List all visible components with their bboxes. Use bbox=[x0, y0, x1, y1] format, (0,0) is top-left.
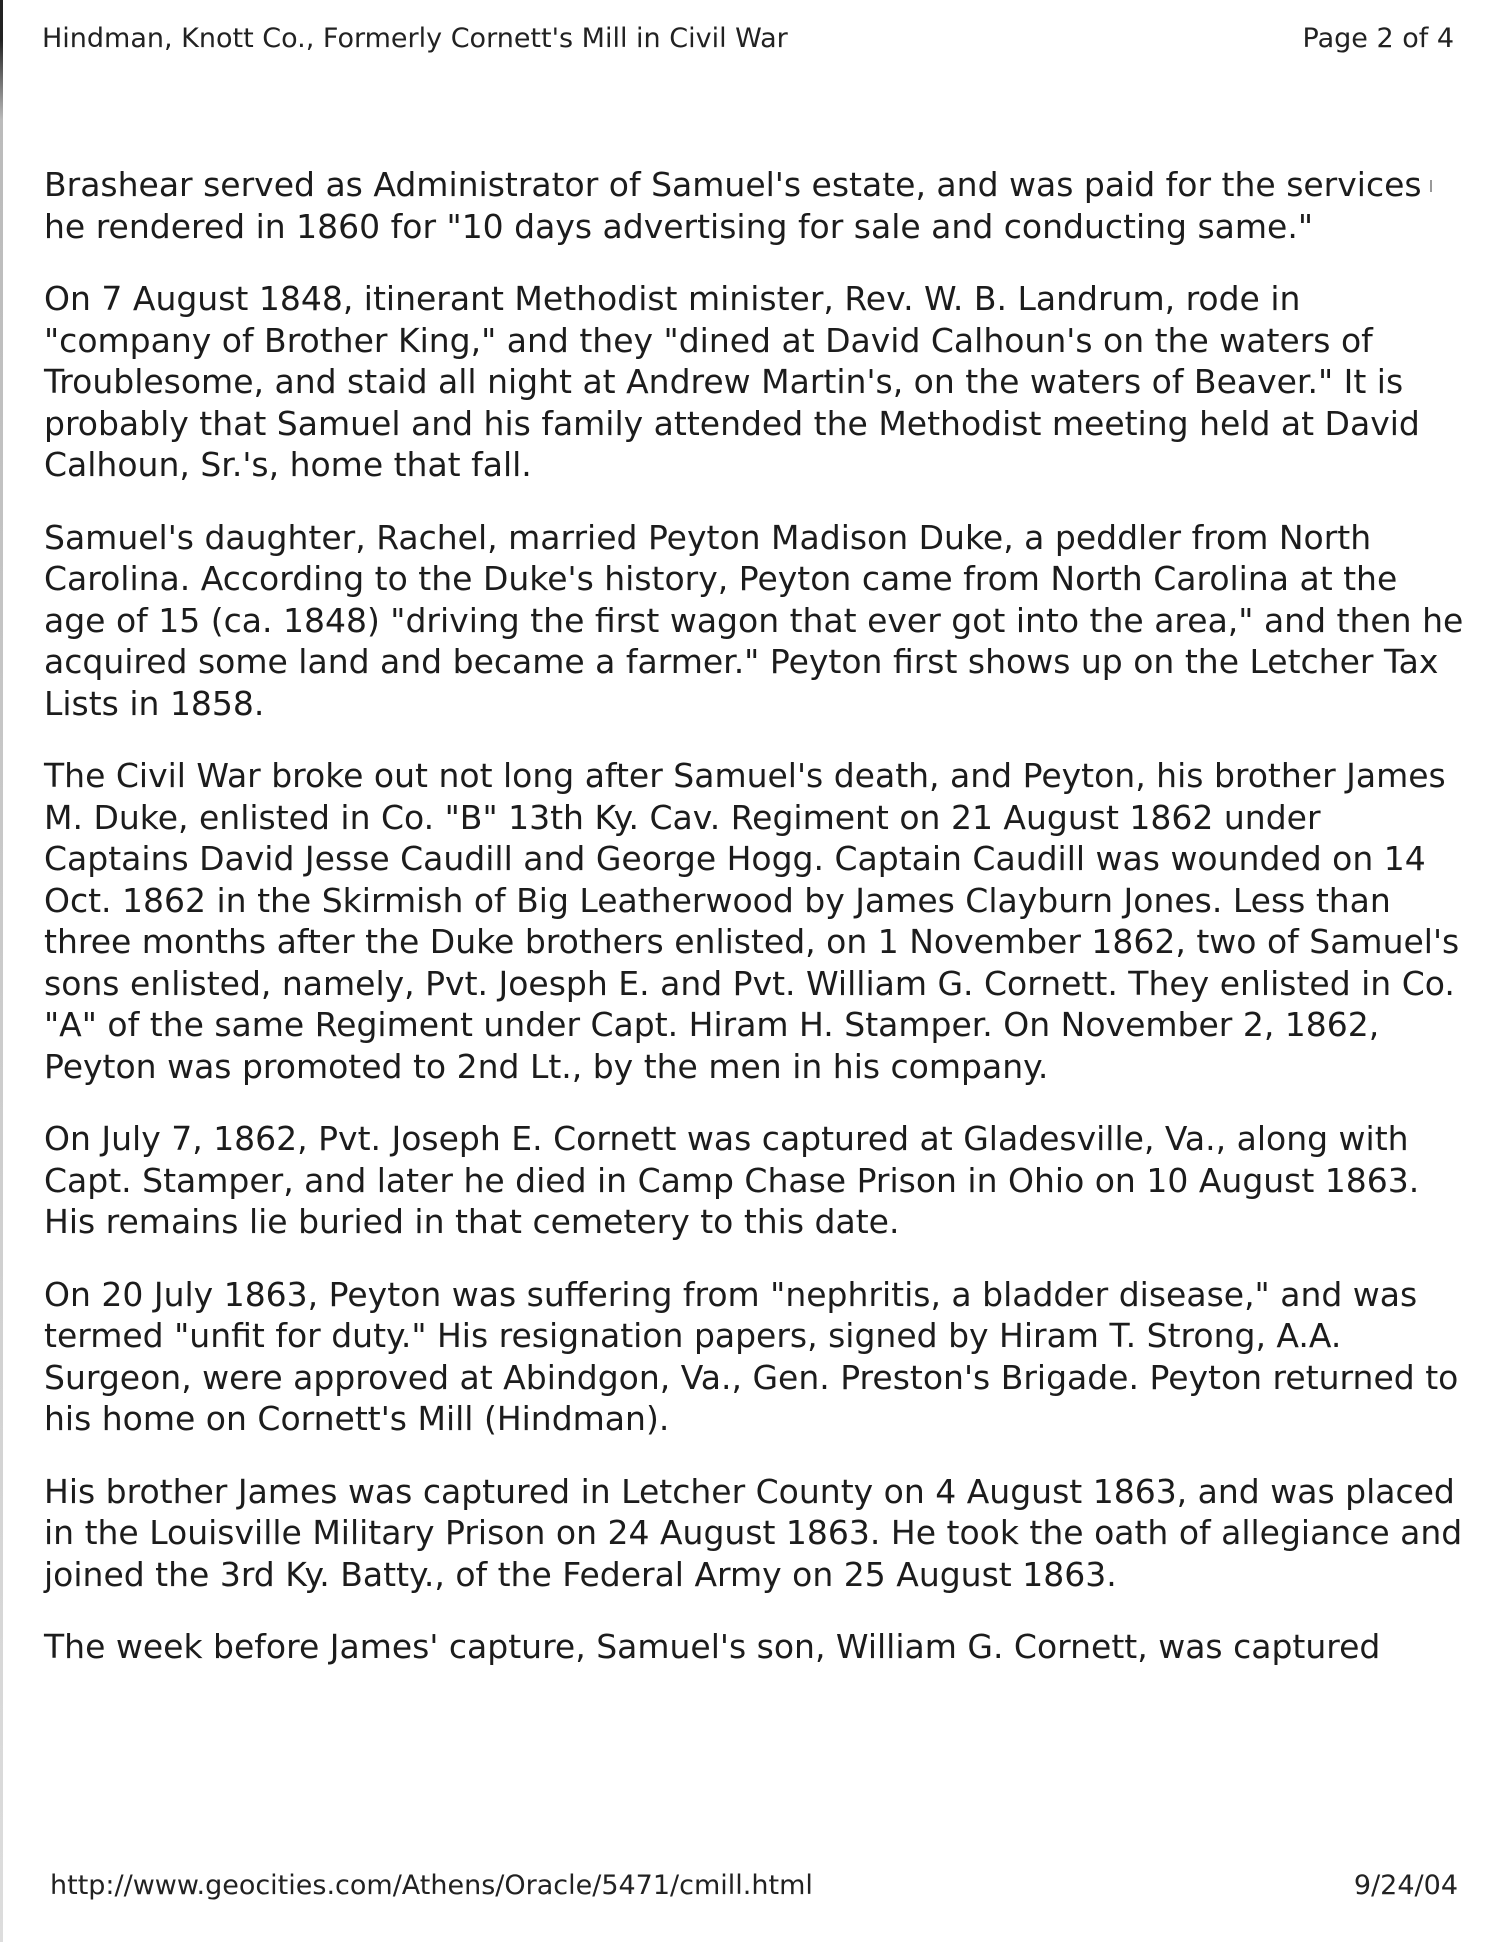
document-body bbox=[44, 164, 1464, 1699]
page-number: Page 2 of 4 bbox=[1302, 22, 1454, 54]
scan-edge bbox=[0, 0, 3, 1942]
page-header bbox=[42, 18, 1454, 58]
paragraph: On 20 July 1863, Peyton was suffering from "nephritis, a bladder disease," and was termed "unfit for duty." His resignation papers, signed by Hiram T. Strong, A.A. Surgeon, were approved at Abindgon, Va., Gen. Preston's Brigade. Peyton returned to his home on Cornett's Mill (Hindman). bbox=[44, 1274, 1459, 1438]
header-title: Hindman, Knott Co., Formerly Cornett's Mill in Civil War bbox=[42, 22, 788, 54]
paragraph: His brother James was captured in Letcher County on 4 August 1863, and was placed in the Louisville Military Prison on 24 August 1863. He took the oath of allegiance and joined the 3rd Ky. Batty., of the Federal Army on 25 August 1863. bbox=[44, 1471, 1463, 1594]
source-url: http://www.geocities.com/Athens/Oracle/5471/cmill.html bbox=[50, 1870, 813, 1901]
paragraph: Samuel's daughter, Rachel, married Peyton Madison Duke, a peddler from North Carolina. According to the Duke's history, Peyton came from North Carolina at the age of 15 (ca. 1848) "driving the first wagon that ever got into the area," and then he acquired some land and became a farmer." Peyton first shows up on the Letcher Tax Lists in 1858. bbox=[44, 517, 1464, 723]
paragraph: The week before James' capture, Samuel's son, William G. Cornett, was captured bbox=[44, 1627, 1381, 1666]
print-date: 9/24/04 bbox=[1353, 1870, 1458, 1901]
paragraph: On 7 August 1848, itinerant Methodist minister, Rev. W. B. Landrum, rode in "company of Brother King," and they "dined at David Calhoun's on the waters of Troublesome, and staid all night at Andrew Martin's, on the waters of Beaver." It is probably that Samuel and his family attended the Methodist meeting held at David Calhoun, Sr.'s, home that fall. bbox=[44, 279, 1420, 484]
paragraph: Brashear served as Administrator of Samuel's estate, and was paid for the services he rendered in 1860 for "10 days advertising for sale and conducting same." bbox=[44, 165, 1422, 246]
paragraph: On July 7, 1862, Pvt. Joseph E. Cornett was captured at Gladesville, Va., along with Capt. Stamper, and later he died in Camp Chase Prison in Ohio on 10 August 1863. His remains lie buried in that cemetery to this date. bbox=[44, 1119, 1420, 1241]
page-footer bbox=[50, 1870, 1458, 1901]
paragraph: The Civil War broke out not long after Samuel's death, and Peyton, his brother James M. Duke, enlisted in Co. "B" 13th Ky. Cav. Regiment on 21 August 1862 under Captains David Jesse Caudill and George Hogg. Captain Caudill was wounded on 14 Oct. 1862 in the Skirmish of Big Leatherwood by James Clayburn Jones. Less than three months after the Duke brothers enlisted, on 1 November 1862, two of Samuel's sons enlisted, namely, Pvt. Joesph E. and Pvt. William G. Cornett. They enlisted in Co. "A" of the same Regiment under Capt. Hiram H. Stamper. On November 2, 1862, Peyton was promoted to 2nd Lt., by the men in his company. bbox=[44, 756, 1460, 1086]
